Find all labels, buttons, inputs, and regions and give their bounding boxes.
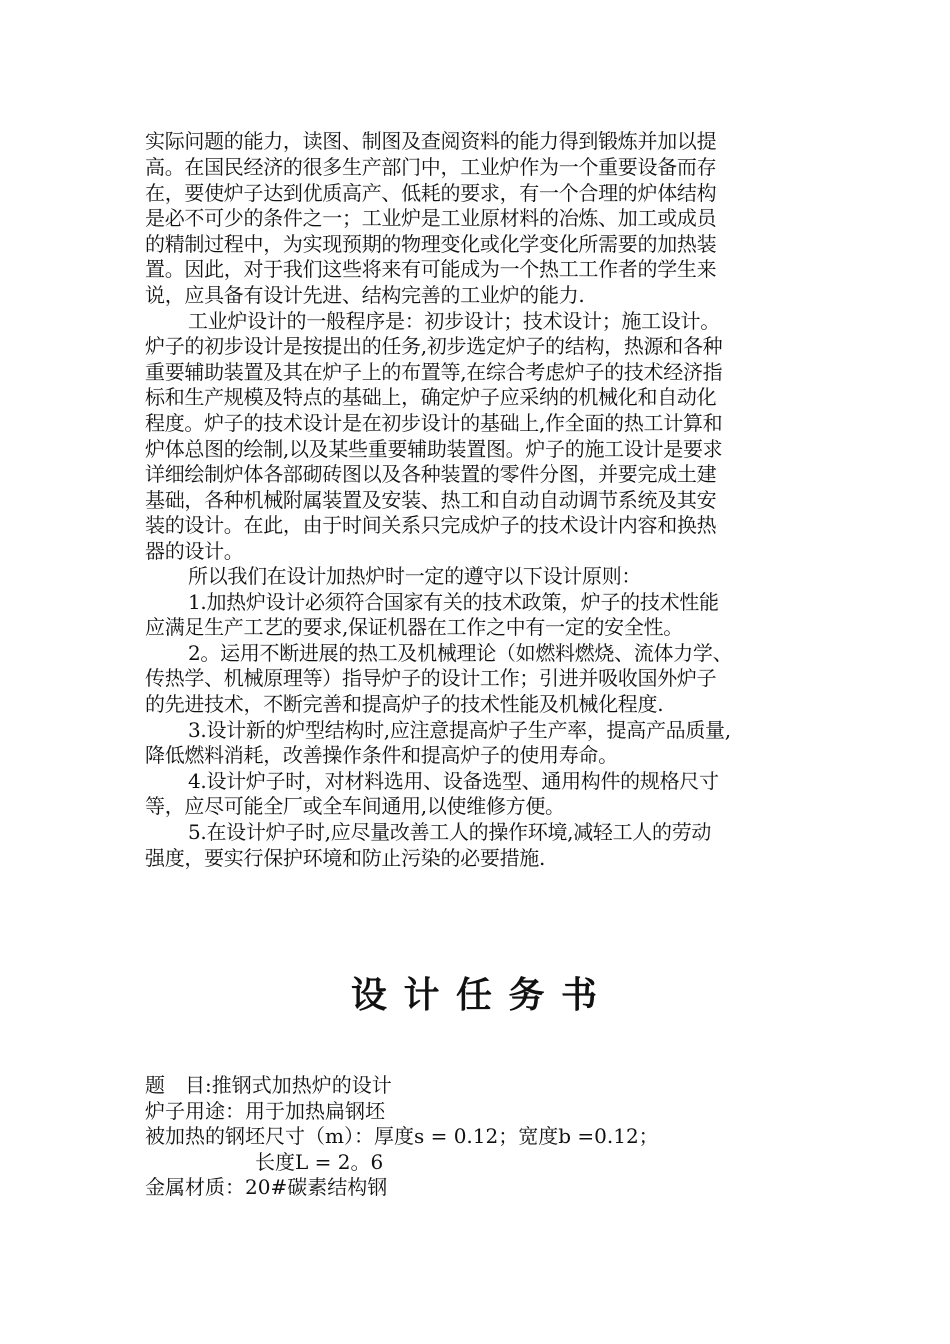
paragraph-line: 5.在设计炉子时,应尽量改善工人的操作环境,减轻工人的劳动 [188,820,712,844]
paragraph-line: 程度。炉子的技术设计是在初步设计的基础上,作全面的热工计算和 [145,411,723,435]
paragraph-line: 所以我们在设计加热炉时一定的遵守以下设计原则： [188,564,642,588]
paragraph-line: 4.设计炉子时，对材料选用、设备选型、通用构件的规格尺寸 [188,769,719,793]
paragraph-line: 高。在国民经济的很多生产部门中，工业炉作为一个重要设备而存 [145,155,717,179]
paragraph-line: 重要辅助装置及其在炉子上的布置等,在综合考虑炉子的技术经济指 [145,360,723,384]
usage-line: 炉子用途：用于加热扁钢坯 [145,1099,385,1123]
paragraph-line: 的先进技术，不断完善和提高炉子的技术性能及机械化程度. [145,692,664,716]
paragraph-line: 应满足生产工艺的要求,保证机器在工作之中有一定的安全性。 [145,615,683,639]
paragraph-line: 1.加热炉设计必须符合国家有关的技术政策，炉子的技术性能 [188,590,719,614]
paragraph-line: 炉子的初步设计是按提出的任务,初步选定炉子的结构，热源和各种 [145,334,723,358]
paragraph-line: 3.设计新的炉型结构时,应注意提高炉子生产率，提高产品质量, [188,718,731,742]
billet-size-line: 被加热的钢坯尺寸（m）：厚度s = 0.12；宽度b =0.12； [145,1124,659,1148]
paragraph-line: 标和生产规模及特点的基础上，确定炉子应采纳的机械化和自动化 [145,385,717,409]
paragraph-line: 说，应具备有设计先进、结构完善的工业炉的能力. [145,283,585,307]
paragraph-line: 等，应尽可能全厂或全车间通用,以使维修方便。 [145,794,565,818]
paragraph-line: 是必不可少的条件之一；工业炉是工业原材料的冶炼、加工或成员 [145,206,717,230]
paragraph-line: 实际问题的能力，读图、制图及查阅资料的能力得到锻炼并加以提 [145,129,717,153]
paragraph-line: 降低燃料消耗，改善操作条件和提高炉子的使用寿命。 [145,743,618,767]
paragraph-line: 器的设计。 [145,539,244,563]
billet-length-line: 长度L = 2。6 [255,1150,384,1174]
paragraph-line: 在，要使炉子达到优质高产、低耗的要求，有一个合理的炉体结构 [145,181,717,205]
paragraph-line: 强度，要实行保护环境和防止污染的必要措施. [145,846,546,870]
paragraph-line: 详细绘制炉体各部砌砖图以及各种装置的零件分图，并要完成土建 [145,462,717,486]
paragraph-line: 2。运用不断进展的热工及机械理论（如燃料燃烧、流体力学、 [188,641,733,665]
task-title: 设 计 任 务 书 [350,975,600,1016]
paragraph-line: 置。因此，对于我们这些将来有可能成为一个热工工作者的学生来 [145,257,717,281]
paragraph-line: 的精制过程中，为实现预期的物理变化或化学变化所需要的加热装 [145,232,717,256]
material-line: 金属材质：20#碳素结构钢 [145,1175,388,1199]
paragraph-line: 基础，各种机械附属装置及安装、热工和自动自动调节系统及其安 [145,488,717,512]
paragraph-line: 工业炉设计的一般程序是：初步设计；技术设计；施工设计。 [188,309,720,333]
paragraph-line: 炉体总图的绘制,以及某些重要辅助装置图。炉子的施工设计是要求 [145,437,723,461]
paragraph-line: 装的设计。在此，由于时间关系只完成炉子的技术设计内容和换热 [145,513,717,537]
topic-line: 题 目:推钢式加热炉的设计 [145,1073,392,1097]
paragraph-line: 传热学、机械原理等）指导炉子的设计工作；引进并吸收国外炉子 [145,666,717,690]
